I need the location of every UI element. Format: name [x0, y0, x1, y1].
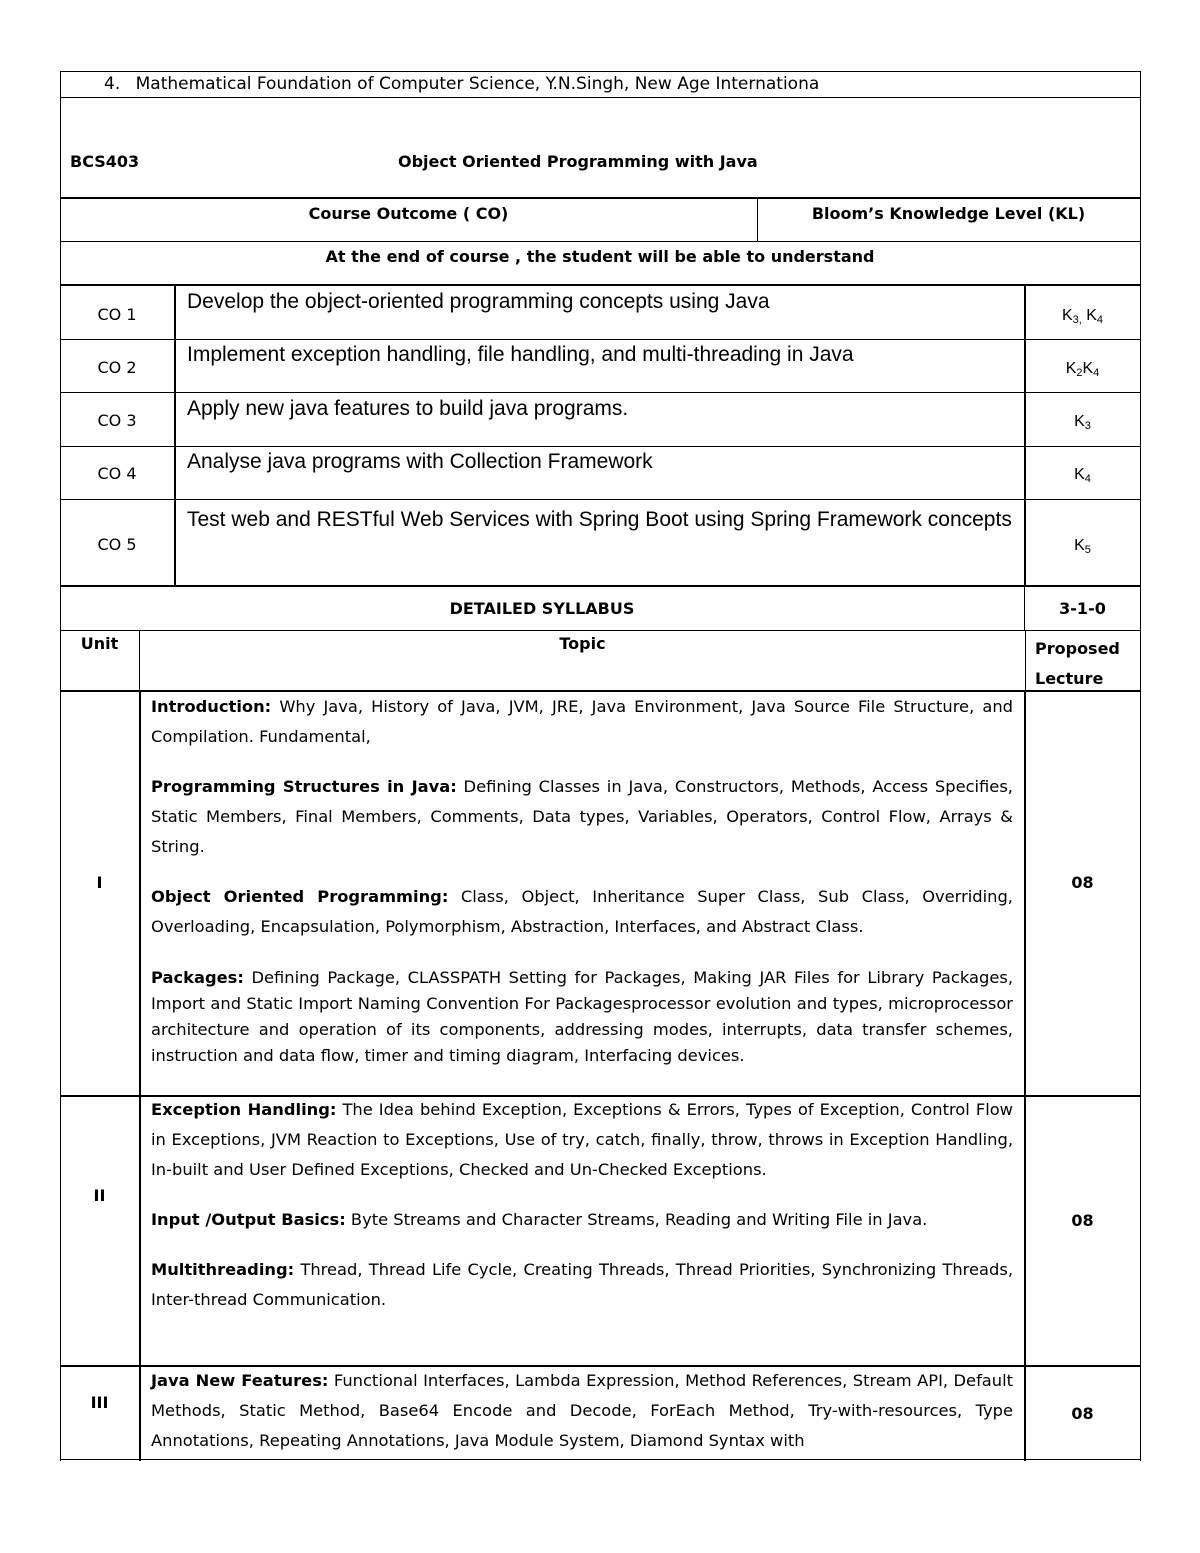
- co-description: Develop the object-oriented programming concepts using Java: [187, 290, 770, 313]
- unit-topic-paragraph: Introduction: Why Java, History of Java, JVM, JRE, Java Environment, Java Source File Structure, and Compilation. Fundamental,: [151, 697, 1013, 746]
- co-kl: $K_{3,}$ $K_4$: [1061, 307, 1104, 326]
- unit-number: III: [90, 1393, 109, 1412]
- reference-text: Mathematical Foundation of Computer Science, Y.N.Singh, New Age Internationa: [135, 74, 820, 94]
- co-id: CO 4: [97, 464, 137, 483]
- unit-lectures: 08: [1071, 1404, 1094, 1423]
- co-description: Analyse java programs with Collection Framework: [187, 450, 653, 473]
- unit-topic-paragraph: Java New Features: Functional Interfaces, Lambda Expression, Method References, Stream API, Default Methods, Static Method, Base64 Encode and Decode, ForEach Method, Try-with-resources, Type Annotations, Repeating Annotations, Java Module System, Diamond Syntax with: [151, 1371, 1013, 1450]
- co-description: Test web and RESTful Web Services with Spring Boot using Spring Framework concepts: [187, 508, 1012, 531]
- unit-topic-paragraph: Exception Handling: The Idea behind Exception, Exceptions & Errors, Types of Exception, Control Flow in Exceptions, JVM Reaction to Exceptions, Use of try, catch, finally, throw, throws in Exception Handling, In-built and User Defined Exceptions, Checked and Un-Checked Exceptions.: [151, 1100, 1013, 1179]
- co-kl: $K_2K_4$: [1065, 360, 1100, 379]
- unit-topic-paragraph: Multithreading: Thread, Thread Life Cycle, Creating Threads, Thread Priorities, Synchronizing Threads, Inter-thread Communication.: [151, 1260, 1013, 1309]
- co-id: CO 2: [97, 358, 137, 377]
- header-blooms-level: Bloom’s Knowledge Level (KL): [811, 204, 1086, 223]
- col-unit: Unit: [80, 634, 119, 653]
- unit-lectures: 08: [1071, 873, 1094, 892]
- co-id: CO 5: [97, 535, 137, 554]
- reference-entry: [104, 74, 819, 94]
- co-kl: $K_3$: [1074, 413, 1091, 432]
- unit-number: I: [96, 873, 103, 892]
- unit-topic-paragraph: Input /Output Basics: Byte Streams and Character Streams, Reading and Writing File in Java.: [151, 1210, 928, 1229]
- co-description: Implement exception handling, file handling, and multi-threading in Java: [187, 343, 854, 366]
- co-id: CO 3: [97, 411, 137, 430]
- co-id: CO 1: [97, 305, 137, 324]
- unit-topic-paragraph: Packages: Defining Package, CLASSPATH Setting for Packages, Making JAR Files for Library Packages, Import and Static Import Naming Convention For Packagesprocessor evolution and types, microprocessor architecture and operation of its components, addressing modes, interrupts, data transfer schemes, instruction and data flow, timer and timing diagram, Interfacing devices.: [151, 968, 1013, 1065]
- header-course-outcome: Course Outcome ( CO): [308, 204, 509, 223]
- unit-topic-paragraph: Programming Structures in Java: Defining Classes in Java, Constructors, Methods, Access Specifies, Static Members, Final Members, Comments, Data types, Variables, Operators, Control Flow, Arrays & String.: [151, 777, 1013, 856]
- syllabus-ltp: 3-1-0: [1059, 599, 1106, 618]
- unit-lectures: 08: [1071, 1211, 1094, 1230]
- reference-number: 4.: [104, 74, 121, 94]
- unit-topic-paragraph: Object Oriented Programming: Class, Object, Inheritance Super Class, Sub Class, Overriding, Overloading, Encapsulation, Polymorphism, Abstraction, Interfaces, and Abstract Class.: [151, 887, 1013, 936]
- course-code: BCS403: [70, 152, 140, 171]
- course-title: Object Oriented Programming with Java: [398, 152, 758, 171]
- unit-number: II: [93, 1186, 106, 1205]
- outcome-intro: At the end of course , the student will be able to understand: [325, 247, 875, 266]
- co-kl: $K_5$: [1074, 537, 1091, 556]
- syllabus-title: DETAILED SYLLABUS: [449, 599, 635, 618]
- co-kl: $K_4$: [1074, 466, 1091, 485]
- col-topic: Topic: [559, 634, 606, 653]
- co-description: Apply new java features to build java programs.: [187, 397, 629, 420]
- col-lecture: Proposed Lecture: [1035, 639, 1120, 688]
